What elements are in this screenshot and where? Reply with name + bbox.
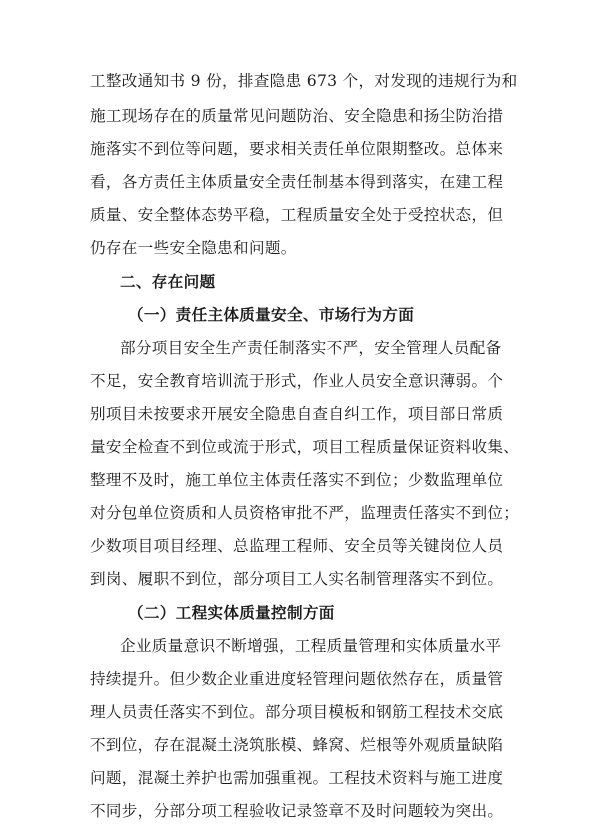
paragraph-line: 施工现场存在的质量常见问题防治、安全隐患和扬尘防治措 xyxy=(90,107,504,125)
paragraph-line: 不足，安全教育培训流于形式，作业人员安全意识薄弱。个 xyxy=(90,372,504,390)
section-heading: 二、存在问题 xyxy=(120,272,216,291)
paragraph-line: 整理不及时，施工单位主体责任落实不到位；少数监理单位 xyxy=(90,471,504,489)
subsection-heading-2: （二）工程实体质量控制方面 xyxy=(128,603,335,622)
paragraph-line: 工整改通知书 9 份，排查隐患 673 个，对发现的违规行为和 xyxy=(90,72,518,90)
paragraph-line: 别项目未按要求开展安全隐患自查自纠工作，项目部日常质 xyxy=(90,405,504,423)
paragraph-line: 理人员责任落实不到位。部分项目模板和钢筋工程技术交底 xyxy=(90,703,504,721)
paragraph-line: 看，各方责任主体质量安全责任制基本得到落实，在建工程 xyxy=(90,173,504,191)
paragraph-line: 对分包单位资质和人员资格审批不严，监理责任落实不到位； xyxy=(90,504,520,522)
paragraph-line: 部分项目安全生产责任制落实不严，安全管理人员配备 xyxy=(120,339,502,357)
paragraph-line: 质量、安全整体态势平稳，工程质量安全处于受控状态，但 xyxy=(90,206,504,224)
paragraph-line: 少数项目项目经理、总监理工程师、安全员等关键岗位人员 xyxy=(90,537,504,555)
paragraph-line: 持续提升。但少数企业重进度轻管理问题依然存在，质量管 xyxy=(90,670,504,688)
paragraph-line: 企业质量意识不断增强，工程质量管理和实体质量水平 xyxy=(120,637,502,655)
paragraph-line: 问题，混凝土养护也需加强重视。工程技术资料与施工进度 xyxy=(90,769,504,787)
paragraph-line: 施落实不到位等问题，要求相关责任单位限期整改。总体来 xyxy=(90,140,504,158)
paragraph-line: 到岗、履职不到位，部分项目工人实名制管理落实不到位。 xyxy=(90,570,504,588)
paragraph-line: 量安全检查不到位或流于形式，项目工程质量保证资料收集、 xyxy=(90,438,520,456)
paragraph-line: 不同步，分部分项工程验收记录签章不及时问题较为突出。 xyxy=(90,802,504,820)
paragraph-line: 仍存在一些安全隐患和问题。 xyxy=(90,239,297,257)
paragraph-line: 不到位，存在混凝土浇筑胀模、蜂窝、烂根等外观质量缺陷 xyxy=(90,736,504,754)
subsection-heading-1: （一）责任主体质量安全、市场行为方面 xyxy=(128,305,415,324)
